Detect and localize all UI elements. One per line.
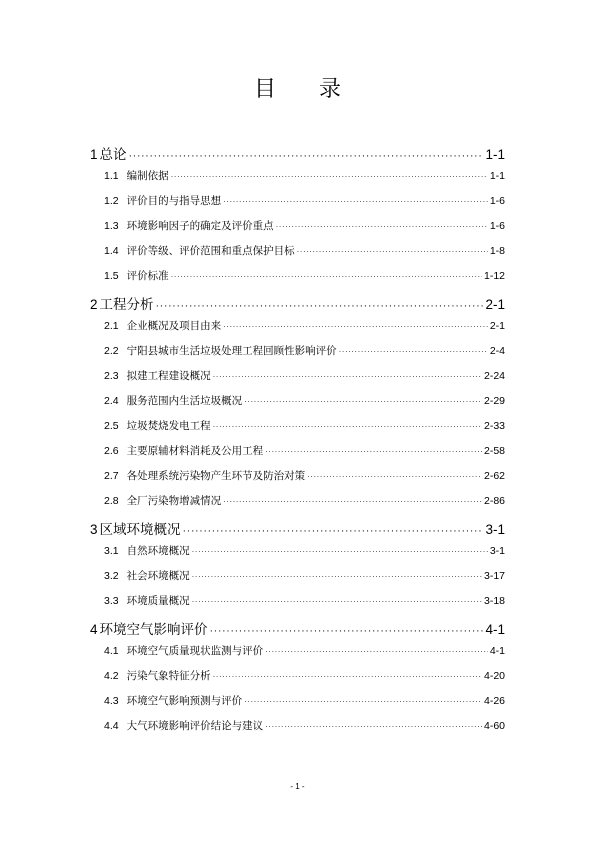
dot-leader: [213, 370, 482, 382]
toc-entry-title: 环境质量概况: [126, 595, 190, 607]
toc-entry-title: 社会环境概况: [126, 570, 190, 582]
toc-entry-number: 3: [90, 522, 98, 537]
dot-leader: [307, 470, 482, 482]
toc-entry-title: 主要原辅材料消耗及公用工程: [126, 445, 264, 457]
toc-entry-page: 3-18: [483, 595, 505, 607]
toc-entry-title: 大气环境影响评价结论与建议: [126, 720, 264, 732]
dot-leader: [192, 545, 488, 557]
toc-entry[interactable]: [90, 393, 505, 408]
toc-entry-title: 全厂污染物增减情况: [126, 495, 222, 507]
toc-entry-number: 2.6: [104, 445, 119, 457]
toc-entry[interactable]: [90, 318, 505, 333]
toc-entry-number: 2.7: [104, 470, 119, 482]
toc-entry-title: 垃圾焚烧发电工程: [126, 420, 211, 432]
toc-entry-page: 2-86: [483, 495, 505, 507]
toc-entry[interactable]: [90, 518, 505, 538]
toc-entry-title: 评价等级、评价范围和重点保护目标: [126, 245, 295, 257]
dot-leader: [213, 420, 482, 432]
dot-leader: [265, 445, 482, 457]
toc-entry[interactable]: [90, 443, 505, 458]
toc-entry[interactable]: [90, 293, 505, 313]
toc-entry[interactable]: [90, 668, 505, 683]
toc-entry[interactable]: [90, 543, 505, 558]
toc-entry[interactable]: [90, 218, 505, 233]
toc-entry-title: 环境空气影响评价: [99, 622, 208, 638]
toc-entry[interactable]: [90, 193, 505, 208]
toc-entry-page: 4-1: [489, 645, 505, 657]
toc-entry-page: 1-12: [483, 270, 505, 282]
dot-leader: [276, 220, 488, 232]
toc-entry-number: 2.4: [104, 395, 119, 407]
toc-entry-page: 1-1: [489, 170, 505, 182]
toc-entry[interactable]: [90, 568, 505, 583]
toc-entry-number: 3.1: [104, 545, 119, 557]
toc-entry-number: 2.3: [104, 370, 119, 382]
toc-entry-title: 环境影响因子的确定及评价重点: [126, 220, 274, 232]
toc-entry[interactable]: [90, 468, 505, 483]
toc-entry-page: 2-33: [483, 420, 505, 432]
toc-entry-page: 2-58: [483, 445, 505, 457]
toc-entry-number: 4.2: [104, 670, 119, 682]
toc-entry[interactable]: [90, 418, 505, 433]
toc-entry-title: 污染气象特征分析: [126, 670, 211, 682]
toc-entry-page: 2-29: [483, 395, 505, 407]
dot-leader: [244, 395, 482, 407]
toc-entry-title: 企业概况及项目由来: [126, 320, 222, 332]
toc-entry-number: 1.3: [104, 220, 119, 232]
toc-entry-number: 4.4: [104, 720, 119, 732]
dot-leader: [297, 245, 488, 257]
toc-entry-page: 4-60: [483, 720, 505, 732]
toc-entry-page: 3-17: [483, 570, 505, 582]
toc-entry-title: 拟建工程建设概况: [126, 370, 211, 382]
toc-entry[interactable]: [90, 643, 505, 658]
toc-entry-page: 1-1: [485, 147, 505, 162]
toc-entry-title: 各处理系统污染物产生环节及防治对策: [126, 470, 306, 482]
toc-entry-number: 1.1: [104, 170, 119, 182]
toc-entry-page: 4-20: [483, 670, 505, 682]
toc-entry[interactable]: [90, 718, 505, 733]
toc-entry[interactable]: [90, 368, 505, 383]
toc-entry-title: 编制依据: [126, 170, 169, 182]
toc-entry-title: 服务范围内生活垃圾概况: [126, 395, 243, 407]
dot-leader: [265, 720, 482, 732]
toc-entry-page: 1-6: [489, 195, 505, 207]
toc-entry-title: 区域环境概况: [99, 522, 181, 538]
toc-entry-title: 评价标准: [126, 270, 169, 282]
dot-leader: [210, 622, 484, 637]
toc-entry-number: 2: [90, 297, 98, 312]
page-number: - 1 -: [290, 782, 305, 791]
toc-entry-number: 2.8: [104, 495, 119, 507]
dot-leader: [244, 695, 482, 707]
toc-entry-page: 4-1: [485, 622, 505, 637]
toc-entry[interactable]: [90, 493, 505, 508]
toc-entry-title: 总论: [99, 147, 127, 163]
dot-leader: [223, 320, 488, 332]
toc-entry[interactable]: [90, 243, 505, 258]
toc-entry[interactable]: [90, 168, 505, 183]
toc-entry-page: 1-8: [489, 245, 505, 257]
toc-entry-number: 2.1: [104, 320, 119, 332]
toc-entry[interactable]: [90, 268, 505, 283]
toc-entry-page: 3-1: [489, 545, 505, 557]
dot-leader: [192, 595, 482, 607]
toc-entry-number: 3.2: [104, 570, 119, 582]
dot-leader: [171, 270, 482, 282]
toc-entry-page: 2-4: [489, 345, 505, 357]
dot-leader: [192, 570, 482, 582]
toc-entry-page: 2-24: [483, 370, 505, 382]
dot-leader: [265, 645, 488, 657]
toc-entry-page: 3-1: [485, 522, 505, 537]
toc-entry-page: 2-62: [483, 470, 505, 482]
toc-entry-number: 2.2: [104, 345, 119, 357]
dot-leader: [129, 147, 484, 162]
toc-entry-title: 评价目的与指导思想: [126, 195, 222, 207]
toc-entry-title: 自然环境概况: [126, 545, 190, 557]
toc-entry[interactable]: [90, 618, 505, 638]
dot-leader: [339, 345, 488, 357]
toc-entry-number: 2.5: [104, 420, 119, 432]
toc-entry-number: 4: [90, 622, 98, 637]
toc-entry-number: 1: [90, 147, 98, 162]
toc-entry-title: 环境空气质量现状监测与评价: [126, 645, 264, 657]
toc-entry[interactable]: [90, 143, 505, 163]
toc-entry-number: 3.3: [104, 595, 119, 607]
dot-leader: [183, 522, 484, 537]
dot-leader: [223, 495, 482, 507]
toc-entry-title: 环境空气影响预测与评价: [126, 695, 243, 707]
toc-entry-number: 1.4: [104, 245, 119, 257]
dot-leader: [171, 170, 488, 182]
toc-entry-number: 1.2: [104, 195, 119, 207]
toc-entry-number: 4.1: [104, 645, 119, 657]
toc-entry-page: 2-1: [485, 297, 505, 312]
toc-entry[interactable]: [90, 693, 505, 708]
toc-entry[interactable]: [90, 343, 505, 358]
dot-leader: [156, 297, 484, 312]
dot-leader: [223, 195, 488, 207]
toc-entry-page: 4-26: [483, 695, 505, 707]
toc-entry-number: 1.5: [104, 270, 119, 282]
toc-entry-page: 1-6: [489, 220, 505, 232]
toc-entry-title: 工程分析: [99, 297, 154, 313]
toc-entry[interactable]: [90, 593, 505, 608]
toc-entry-title: 宁阳县城市生活垃圾处理工程回顾性影响评价: [126, 345, 337, 357]
dot-leader: [213, 670, 482, 682]
page-title: 目 录: [254, 77, 359, 102]
toc-entry-page: 2-1: [489, 320, 505, 332]
toc-entry-number: 4.3: [104, 695, 119, 707]
